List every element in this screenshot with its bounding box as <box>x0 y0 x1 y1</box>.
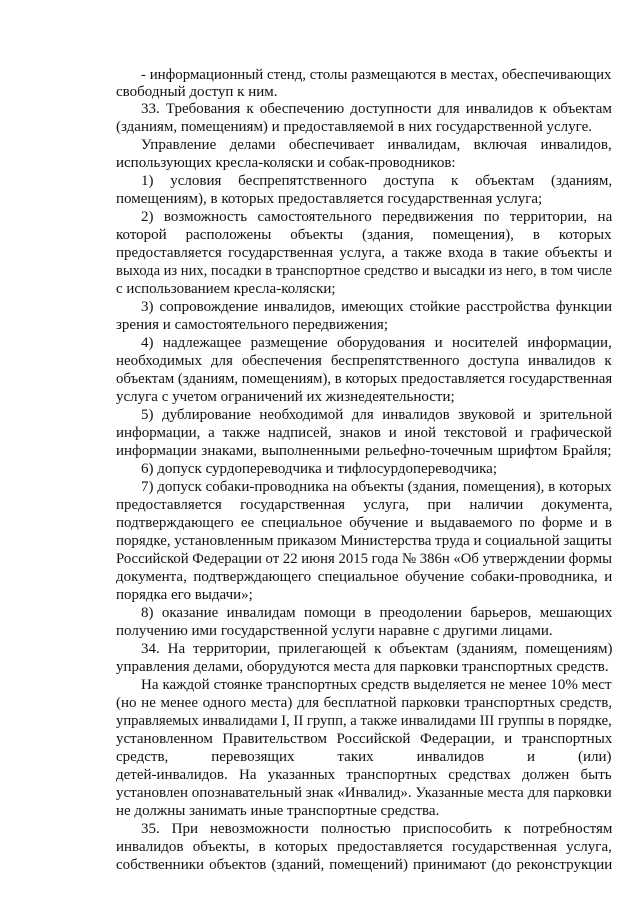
text-line: информации, а также надписей, знаков и иной текстовой и графической <box>116 425 612 441</box>
text-line: инвалидов объекты, в которых предоставляется государственная услуга, <box>116 839 612 855</box>
text-line: управления делами, оборудуются места для парковки транспортных средств. <box>116 659 609 675</box>
text-line: 1) условия беспрепятственного доступа к объектам (зданиям, <box>141 173 613 189</box>
text-line: установленном Правительством Российской Федерации, и транспортных <box>116 731 613 747</box>
text-line: выхода из них, посадки в транспортное средство и высадки из него, в том числе <box>116 263 612 279</box>
text-line: управляемых инвалидами I, II групп, а также инвалидами III группы в порядке, <box>116 713 612 729</box>
text-line: (но не менее одного места) для бесплатной парковки транспортных средств, <box>116 695 613 711</box>
text-line: необходимых для обеспечения беспрепятственного доступа инвалидов к <box>116 353 612 369</box>
text-line: 34. На территории, прилегающей к объектам (зданиям, помещениям) <box>141 641 613 657</box>
text-line: средств, перевозящих таких инвалидов и (или) <box>116 749 612 765</box>
text-line: объектам (зданиям, помещениям), в которых предоставляется государственная <box>116 371 613 387</box>
text-line: 7) допуск собаки-проводника на объекты (здания, помещения), в которых <box>141 479 612 495</box>
text-line: не должны занимать иные транспортные средства. <box>116 803 440 819</box>
text-line: На каждой стоянке транспортных средств выделяется не менее 10% мест <box>141 677 612 693</box>
text-line: документа, подтверждающего специальное обучение собаки-проводника, и <box>116 569 613 585</box>
text-line: установлен опознавательный знак «Инвалид». Указанные места для парковки <box>116 785 612 801</box>
text-line: подтверждающего ее специальное обучение и выдаваемого по форме и в <box>116 515 612 531</box>
text-line: с использованием кресла-коляски; <box>116 281 336 297</box>
text-line: 8) оказание инвалидам помощи в преодолении барьеров, мешающих <box>141 605 613 621</box>
text-line: 6) допуск сурдопереводчика и тифлосурдопереводчика; <box>141 461 497 477</box>
text-line: предоставляется государственная услуга, а также входа в такие объекты и <box>116 245 613 261</box>
text-line: Управление делами обеспечивает инвалидам, включая инвалидов, <box>141 137 612 153</box>
text-line: порядка его выдачи»; <box>116 587 253 603</box>
text-line: услуга с учетом ограничений их жизнедеятельности; <box>116 389 455 405</box>
text-line: зрения и самостоятельного передвижения; <box>116 317 388 333</box>
text-line: информации знаками, выполненными рельефно-точечным шрифтом Брайля; <box>116 443 612 459</box>
text-line: порядке, установленным приказом Министерства труда и социальной защиты <box>116 533 612 549</box>
text-line: 2) возможность самостоятельного передвижения по территории, на <box>141 209 613 225</box>
text-line: свободный доступ к ним. <box>116 84 278 100</box>
text-line: Российской Федерации от 22 июня 2015 года № 386н «Об утверждении формы <box>116 551 612 567</box>
text-line: получению ими государственной услуги наравне с другими лицами. <box>116 623 553 639</box>
text-line: 3) сопровождение инвалидов, имеющих стойкие расстройства функции <box>141 299 613 315</box>
text-line: которой расположены объекты (здания, помещения), в которых <box>116 227 612 243</box>
text-line: 4) надлежащее размещение оборудования и носителей информации, <box>141 335 612 351</box>
text-line: детей-инвалидов. На указанных транспортных средствах должен быть <box>116 767 612 783</box>
text-line: использующих кресла-коляски и собак-проводников: <box>116 155 456 171</box>
text-line: 5) дублирование необходимой для инвалидов звуковой и зрительной <box>141 407 613 423</box>
text-line: - информационный стенд, столы размещаются в местах, обеспечивающих <box>141 67 612 83</box>
text-line: 35. При невозможности полностью приспособить к потребностям <box>141 821 613 837</box>
text-line: собственники объектов (зданий, помещений) принимают (до реконструкции <box>116 857 613 873</box>
text-line: (зданиям, помещениям) и предоставляемой в них государственной услуге. <box>116 119 592 135</box>
text-line: предоставляется государственная услуга, при наличии документа, <box>116 497 613 513</box>
text-line: 33. Требования к обеспечению доступности для инвалидов к объектам <box>141 101 612 117</box>
text-line: помещениям), в которых предоставляется государственная услуга; <box>116 191 543 207</box>
